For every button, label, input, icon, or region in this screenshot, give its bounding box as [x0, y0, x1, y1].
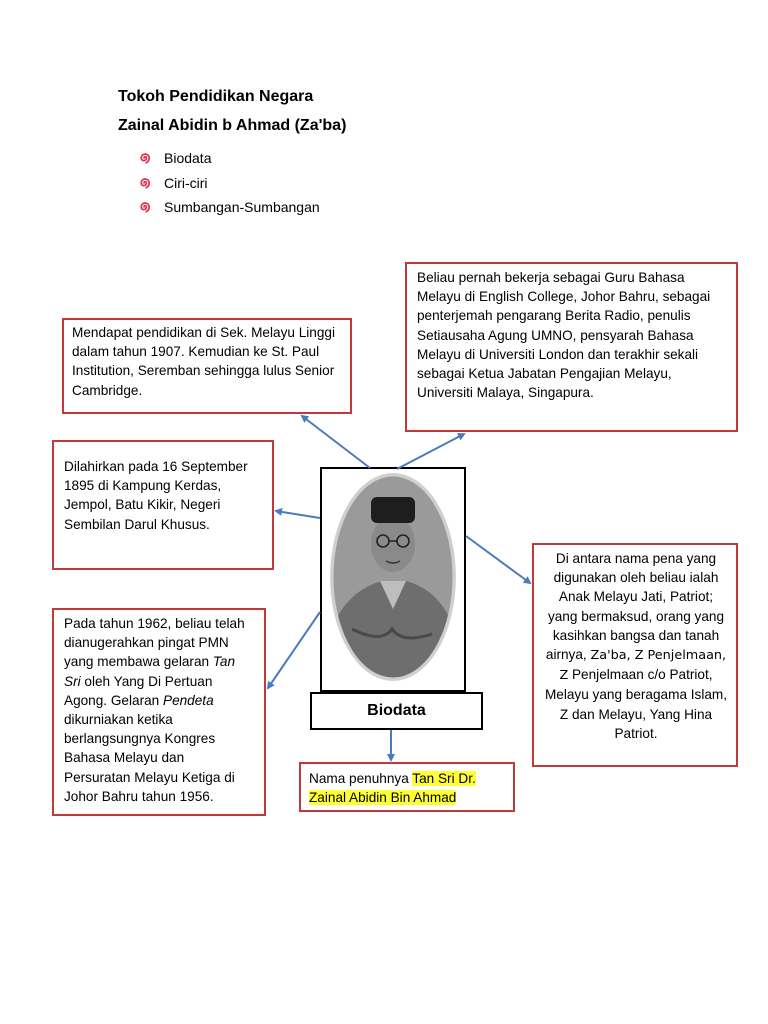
education-text: Mendapat pendidikan di Sek. Melayu Linggi dalam tahun 1907. Kemudian ke St. Paul Institution, Seremban sehingga lulus Senior Cambridge.: [72, 325, 335, 398]
pen-names-text-2: Penjelmaan c/o Patriot, Melayu yang beragama Islam, Z dan Melayu, Yang Hina Patriot.: [544, 667, 728, 741]
award-title-tansri: Tan Sri: [64, 654, 236, 689]
arrow-to-career: [397, 434, 464, 469]
arrow-to-award: [268, 612, 320, 688]
arrow-to-birth: [276, 511, 320, 518]
career-text: Beliau pernah bekerja sebagai Guru Bahasa Melayu di English College, Johor Bahru, sebagai penterjemah pengarang Berita Radio, penulis Setiausaha Agung UMNO, pensyarah Bahasa Melayu di Universiti London dan terakhir sekali sebagai Ketua Jabatan Pengajian Melayu, Universiti Malaya, Singapura.: [417, 270, 711, 401]
award-text-3: dikurniakan ketika berlangsungnya Kongres Bahasa Melayu dan Persuratan Melayu Ketiga di Johor Bahru tahun 1956.: [64, 712, 235, 804]
award-title-pendeta: Pendeta: [163, 692, 214, 708]
arrow-to-pen-names: [466, 536, 530, 583]
list-item-label: Biodata: [164, 150, 212, 167]
award-text-2: oleh Yang Di Pertuan Agong. Gelaran: [64, 673, 213, 708]
arrow-to-education: [302, 416, 370, 468]
pen-names-mono: Za'ba, Z Penjelmaan, Z: [559, 648, 727, 684]
full-name-prefix: Nama penuhnya: [309, 771, 413, 786]
award-text-1: Pada tahun 1962, beliau telah dianugerahkan pingat PMN yang membawa gelaran: [64, 616, 245, 670]
page-title: Tokoh Pendidikan Negara: [118, 88, 314, 105]
birth-text: Dilahirkan pada 16 September 1895 di Kampung Kerdas, Jempol, Batu Kikir, Negeri Sembilan Darul Khusus.: [64, 459, 248, 532]
full-name-highlight: Tan Sri Dr. Zainal Abidin Bin Ahmad: [309, 771, 476, 806]
list-item-label: Sumbangan-Sumbangan: [164, 199, 320, 216]
page-subtitle: Zainal Abidin b Ahmad (Za'ba): [118, 117, 347, 134]
list-item-label: Ciri-ciri: [164, 174, 208, 191]
biodata-label-text: Biodata: [367, 702, 426, 719]
pen-names-text-1: Di antara nama pena yang digunakan oleh beliau ialah Anak Melayu Jati, Patriot; yang bermaksud, orang yang kasihkan bangsa dan tanah airnya,: [545, 551, 725, 663]
